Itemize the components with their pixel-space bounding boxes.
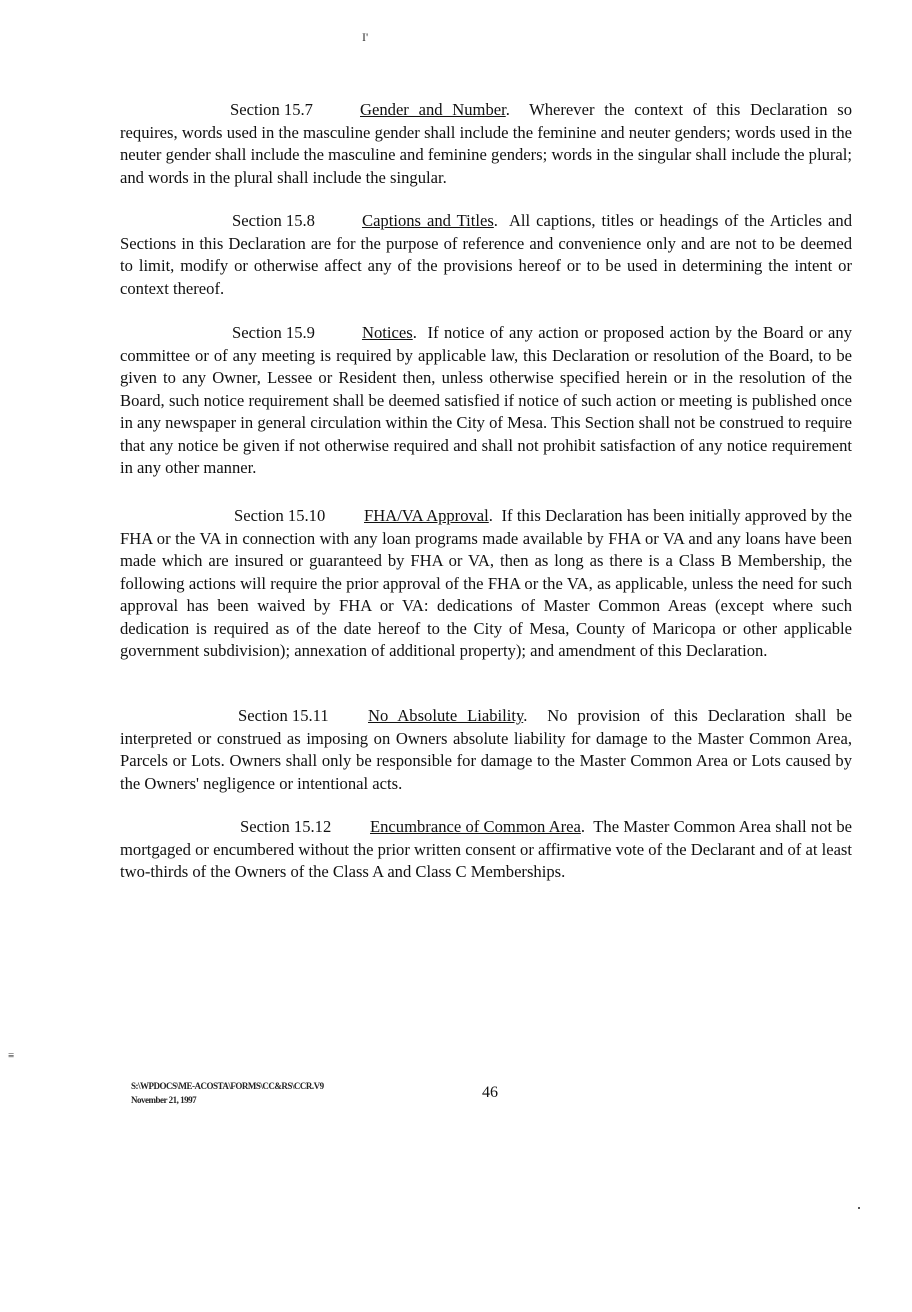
margin-mark: ≡ bbox=[8, 1050, 15, 1062]
section-body: Wherever the context of this Declaration so requires, words used in the masculine gender shall include the feminine and neuter genders; words used in the neuter gender shall include the masculine and feminine genders; words in the singular shall include the plural; and words in the plural shall include the singular. bbox=[120, 100, 852, 187]
section-title: Encumbrance of Common Area bbox=[370, 817, 581, 836]
section-body: If this Declaration has been initially approved by the FHA or the VA in connection with any loan programs made available by FHA or VA and any loans have been made which are insured or guaranteed by FHA or VA, then as long as there is a Class B Membership, the following actions will require the prior approval of the FHA or the VA, as applicable, unless the need for such approval has been waived by FHA or VA: dedications of Master Common Areas (except where such dedication is required as of the date hereof to the City of Mesa, County of Maricopa or other applicable government subdivision); annexation of additional property); and amendment of this Declaration. bbox=[120, 506, 853, 660]
section-title: Notices bbox=[362, 323, 413, 342]
section-title: Gender and Number bbox=[360, 100, 506, 119]
section-number: Section 15.10 bbox=[234, 506, 326, 525]
section-number: Section 15.9 bbox=[232, 323, 315, 342]
footer-file-path: S:\WPDOCS\ME-ACOSTA\FORMS\CC&RS\CCR.V9 bbox=[131, 1081, 324, 1091]
section-body: No provision of this Declaration shall be interpreted or construed as imposing on Owners absolute liability for damage to the Master Common Area, Parcels or Lots. Owners shall only be responsible for damage to the Master Common Area or Lots caused by the Owners' negligence or intentional acts. bbox=[120, 706, 852, 793]
top-mark: I' bbox=[362, 30, 369, 44]
section-body: If notice of any action or proposed action by the Board or any committee or of any meeting is required by applicable law, this Declaration or resolution of the Board, to be given to any Owner, Lessee or Resident then, unless otherwise specified herein or in the resolution of the Board, such notice requirement shall be deemed satisfied if notice of such action or meeting is published once in any newspaper in general circulation within the City of Mesa. This Section shall not be construed to require that any notice be given if not otherwise required and shall not prohibit satisfaction of any notice requirement in any other manner. bbox=[120, 323, 852, 477]
section-title: No Absolute Liability bbox=[368, 706, 524, 725]
section-number: Section 15.12 bbox=[240, 817, 332, 836]
section-15-9: Section 15.9 Notices. If notice of any action or proposed action by the Board or any committee or of any meeting is required by applicable law, this Declaration or resolution of the Board, to be given to any Owner, Lessee or Resident then, unless otherwise specified herein or in the resolution of the Board, such notice requirement shall be deemed satisfied if notice of such action or meeting is published once in any newspaper in general circulation within the City of Mesa. This Section shall not be construed to require that any notice be given if not otherwise required and shall not prohibit satisfaction of any notice requirement in any other manner. bbox=[120, 323, 852, 477]
section-body: All captions, titles or headings of the Articles and Sections in this Declaration are for the purpose of reference and convenience only and are not to be deemed to limit, modify or otherwise affect any of the provisions hereof or to be used in determining the intent or context thereof. bbox=[120, 211, 853, 298]
section-15-11: Section 15.11 No Absolute Liability. No provision of this Declaration shall be interpreted or construed as imposing on Owners absolute liability for damage to the Master Common Area, Parcels or Lots. Owners shall only be responsible for damage to the Master Common Area or Lots caused by the Owners' negligence or intentional acts. bbox=[120, 706, 852, 793]
section-title: Captions and Titles bbox=[362, 211, 494, 230]
scan-speck bbox=[858, 1207, 860, 1209]
section-title: FHA/VA Approval bbox=[364, 506, 489, 525]
section-number: Section 15.8 bbox=[232, 211, 315, 230]
section-15-10: Section 15.10 FHA/VA Approval. If this Declaration has been initially approved by the FHA or the VA in connection with any loan programs made available by FHA or VA and any loans have been made which are insured or guaranteed by FHA or VA, then as long as there is a Class B Membership, the following actions will require the prior approval of the FHA or the VA, as applicable, unless the need for such approval has been waived by FHA or VA: dedications of Master Common Areas (except where such dedication is required as of the date hereof to the City of Mesa, County of Maricopa or other applicable government subdivision); annexation of additional property); and amendment of this Declaration. bbox=[120, 506, 853, 660]
section-body: The Master Common Area shall not be mortgaged or encumbered without the prior written consent or affirmative vote of the Declarant and of at least two-thirds of the Owners of the Class A and Class C Memberships. bbox=[120, 817, 852, 881]
footer-date: November 21, 1997 bbox=[131, 1095, 197, 1105]
section-number: Section 15.11 bbox=[238, 706, 329, 725]
section-15-8: Section 15.8 Captions and Titles. All captions, titles or headings of the Articles and Sections in this Declaration are for the purpose of reference and convenience only and are not to be deemed to limit, modify or otherwise affect any of the provisions hereof or to be used in determining the intent or context thereof. bbox=[120, 211, 853, 298]
page-number: 46 bbox=[482, 1084, 498, 1101]
section-15-7: Section 15.7 Gender and Number. Wherever the context of this Declaration so requires, words used in the masculine gender shall include the feminine and neuter genders; words used in the neuter gender shall include the masculine and feminine genders; words in the singular shall include the plural; and words in the plural shall include the singular. bbox=[120, 100, 852, 187]
footer-document-code bbox=[131, 1079, 324, 1107]
section-15-12: Section 15.12 Encumbrance of Common Area. The Master Common Area shall not be mortgaged or encumbered without the prior written consent or affirmative vote of the Declarant and of at least two-thirds of the Owners of the Class A and Class C Memberships. bbox=[120, 817, 852, 881]
section-number: Section 15.7 bbox=[230, 100, 313, 119]
